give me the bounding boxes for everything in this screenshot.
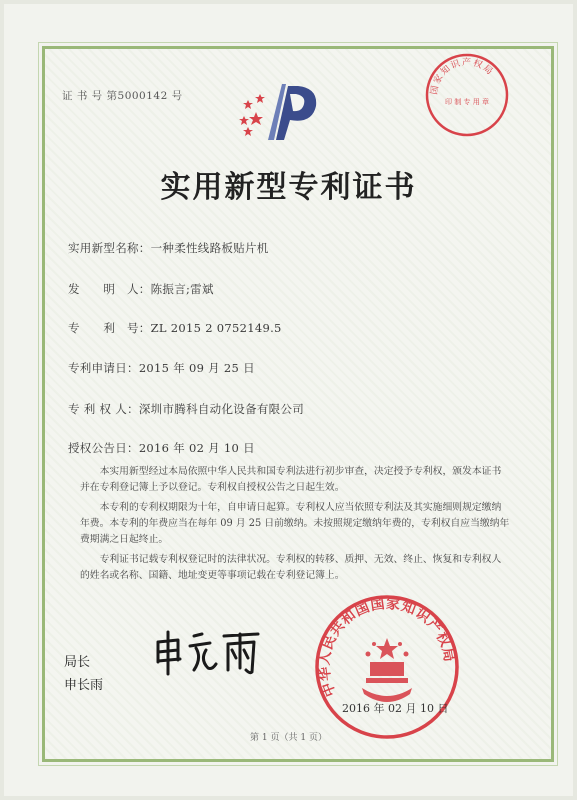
official-seal-small-icon: [424, 52, 510, 138]
certificate-body: [80, 464, 510, 588]
field-row-patent-number: [68, 320, 282, 336]
handwritten-signature-icon: [150, 628, 270, 678]
stamp-large-text: 中华人民共和国国家知识产权局: [316, 595, 458, 699]
field-value: 陈振言;雷斌: [150, 282, 214, 296]
body-paragraph: 本实用新型经过本局依照中华人民共和国专利法进行初步审查，决定授予专利权，颁发本证书并在专利登记簿上予以登记。专利权自授权公告之日起生效。: [80, 466, 502, 493]
stamp-small-inner-text: 印 制 专 用 章: [445, 98, 489, 106]
stamp-small-text: 国家知识产权局: [429, 57, 496, 96]
field-label: 专 利 权 人：: [68, 402, 139, 416]
field-row-inventor: [68, 281, 214, 297]
field-row-application-date: [68, 360, 255, 376]
field-label: 专 利 号：: [68, 321, 151, 335]
field-value: 2016 年 02 月 10 日: [138, 441, 255, 455]
director-name: 申长雨: [64, 678, 104, 693]
director-title: 局长: [64, 655, 91, 670]
issue-date: 2016 年 02 月 10 日: [342, 702, 449, 715]
body-paragraph: 本专利的专利权期限为十年，自申请日起算。专利权人应当依照专利法及其实施细则规定缴纳年费。本专利的年费应当在每年 09 月 25 日前缴纳。未按照规定缴纳年费的，专利权自应当缴纳年费期满之日起终止。: [80, 502, 510, 545]
field-label: 专利申请日：: [68, 361, 139, 375]
field-value: 深圳市腾科自动化设备有限公司: [138, 402, 305, 416]
page-title: 实用新型专利证书: [160, 170, 417, 205]
field-label: 发 明 人：: [68, 282, 151, 296]
certificate-number: 证 书 号 第5000142 号: [62, 90, 183, 102]
field-value: ZL 2015 2 0752149.5: [150, 321, 282, 335]
page-number: 第 1 页（共 1 页）: [250, 733, 327, 743]
field-row-name: [68, 240, 269, 256]
sipo-logo-icon: [238, 82, 322, 148]
svg-text:国家知识产权局: [429, 56, 496, 96]
field-label: 授权公告日：: [68, 441, 139, 455]
body-paragraph: 专利证书记载专利权登记时的法律状况。专利权的转移、质押、无效、终止、恢复和专利权人的姓名或名称、国籍、地址变更等事项记载在专利登记簿上。: [80, 554, 502, 581]
field-row-patentee: [68, 401, 304, 417]
field-row-grant-date: [68, 440, 255, 456]
field-value: 2015 年 09 月 25 日: [138, 361, 255, 375]
official-seal-large-icon: [312, 592, 462, 742]
field-label: 实用新型名称：: [68, 241, 151, 255]
field-value: 一种柔性线路板贴片机: [150, 241, 269, 255]
